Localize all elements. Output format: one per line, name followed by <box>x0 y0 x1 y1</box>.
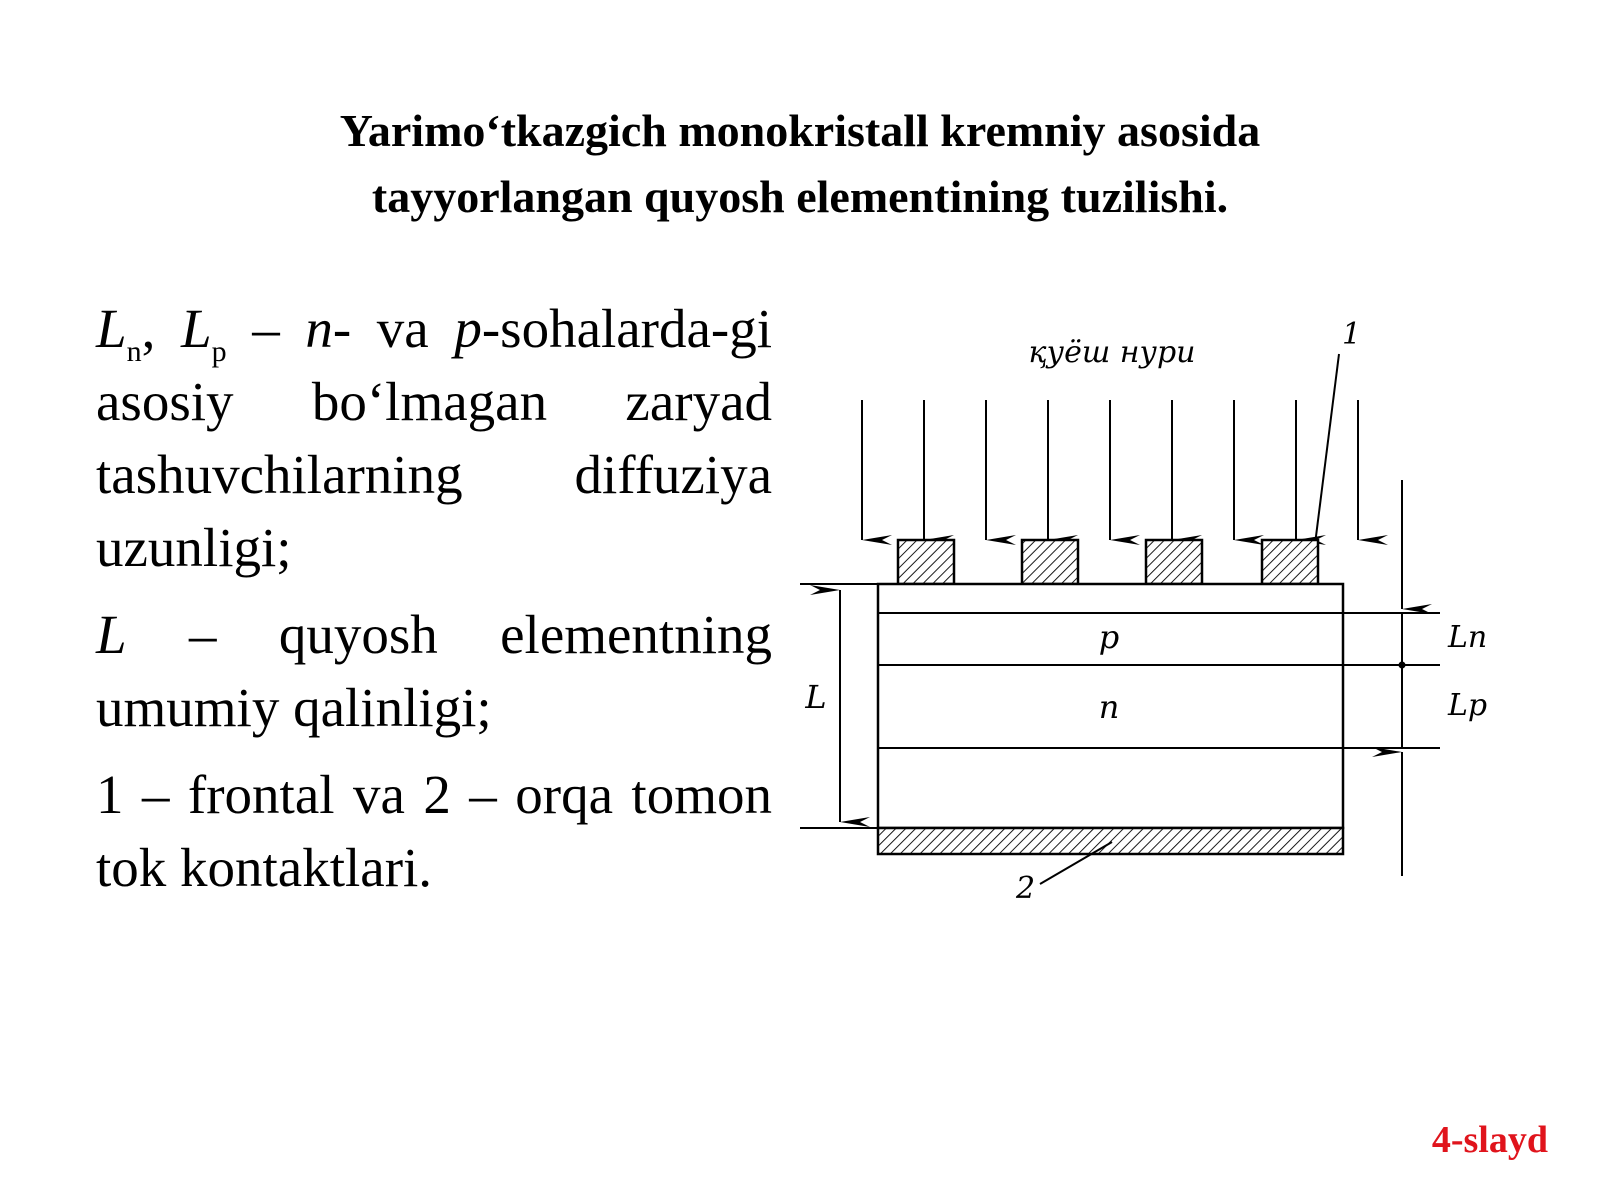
slide-title <box>100 98 1500 230</box>
ln-symbol: L <box>96 298 127 359</box>
item1-mid-text: - va <box>332 298 455 359</box>
solar-cell-diagram <box>800 300 1520 940</box>
sunlight-label: қуёш нури <box>1028 335 1196 370</box>
item2-rest-text: – quyosh elementning umumiy qalinligi; <box>96 604 772 738</box>
front-contact-label: 1 <box>1342 317 1362 352</box>
front-contact <box>1022 540 1078 584</box>
l-symbol: L <box>96 604 127 665</box>
description-item-diffusion-length <box>96 292 772 584</box>
symbol-comma: , <box>141 298 181 359</box>
ln-subscript: n <box>126 335 142 368</box>
description-text <box>96 292 772 918</box>
item1-dash: – <box>226 298 306 359</box>
p-symbol: p <box>454 298 482 359</box>
thickness-label: L <box>805 678 827 716</box>
lp-subscript: p <box>211 335 227 368</box>
slide-title-line-1: Yarimo‘tkazgich monokristall kremniy asosida <box>339 105 1261 156</box>
junction-dimension-dot <box>1399 662 1406 669</box>
n-region-label: n <box>1098 688 1120 726</box>
sunlight-rays <box>862 400 1358 540</box>
front-contact <box>1146 540 1202 584</box>
p-region-label: p <box>1098 618 1120 656</box>
slide-title-line-2: tayyorlangan quyosh elementining tuzilishi. <box>371 171 1229 222</box>
lp-symbol: L <box>180 298 212 359</box>
back-contact-label: 2 <box>1016 871 1036 906</box>
back-contact <box>878 828 1343 854</box>
front-contacts <box>898 540 1318 584</box>
front-contact <box>898 540 954 584</box>
front-contact <box>1262 540 1318 584</box>
slide-number: 4-slayd <box>1431 1119 1548 1161</box>
n-symbol: n <box>305 298 333 359</box>
front-contact-leader-line <box>1312 354 1339 568</box>
description-item-contacts: 1 – frontal va 2 – orqa tomon tok kontaktlari. <box>96 764 772 898</box>
description-item-thickness <box>96 598 772 744</box>
lp-label: Lp <box>1448 688 1488 723</box>
ln-label: Ln <box>1448 620 1488 655</box>
item1-rest-text: -sohalarda-gi asosiy bo‘lmagan zaryad tashuvchilarning diffuziya uzunligi; <box>96 298 773 578</box>
